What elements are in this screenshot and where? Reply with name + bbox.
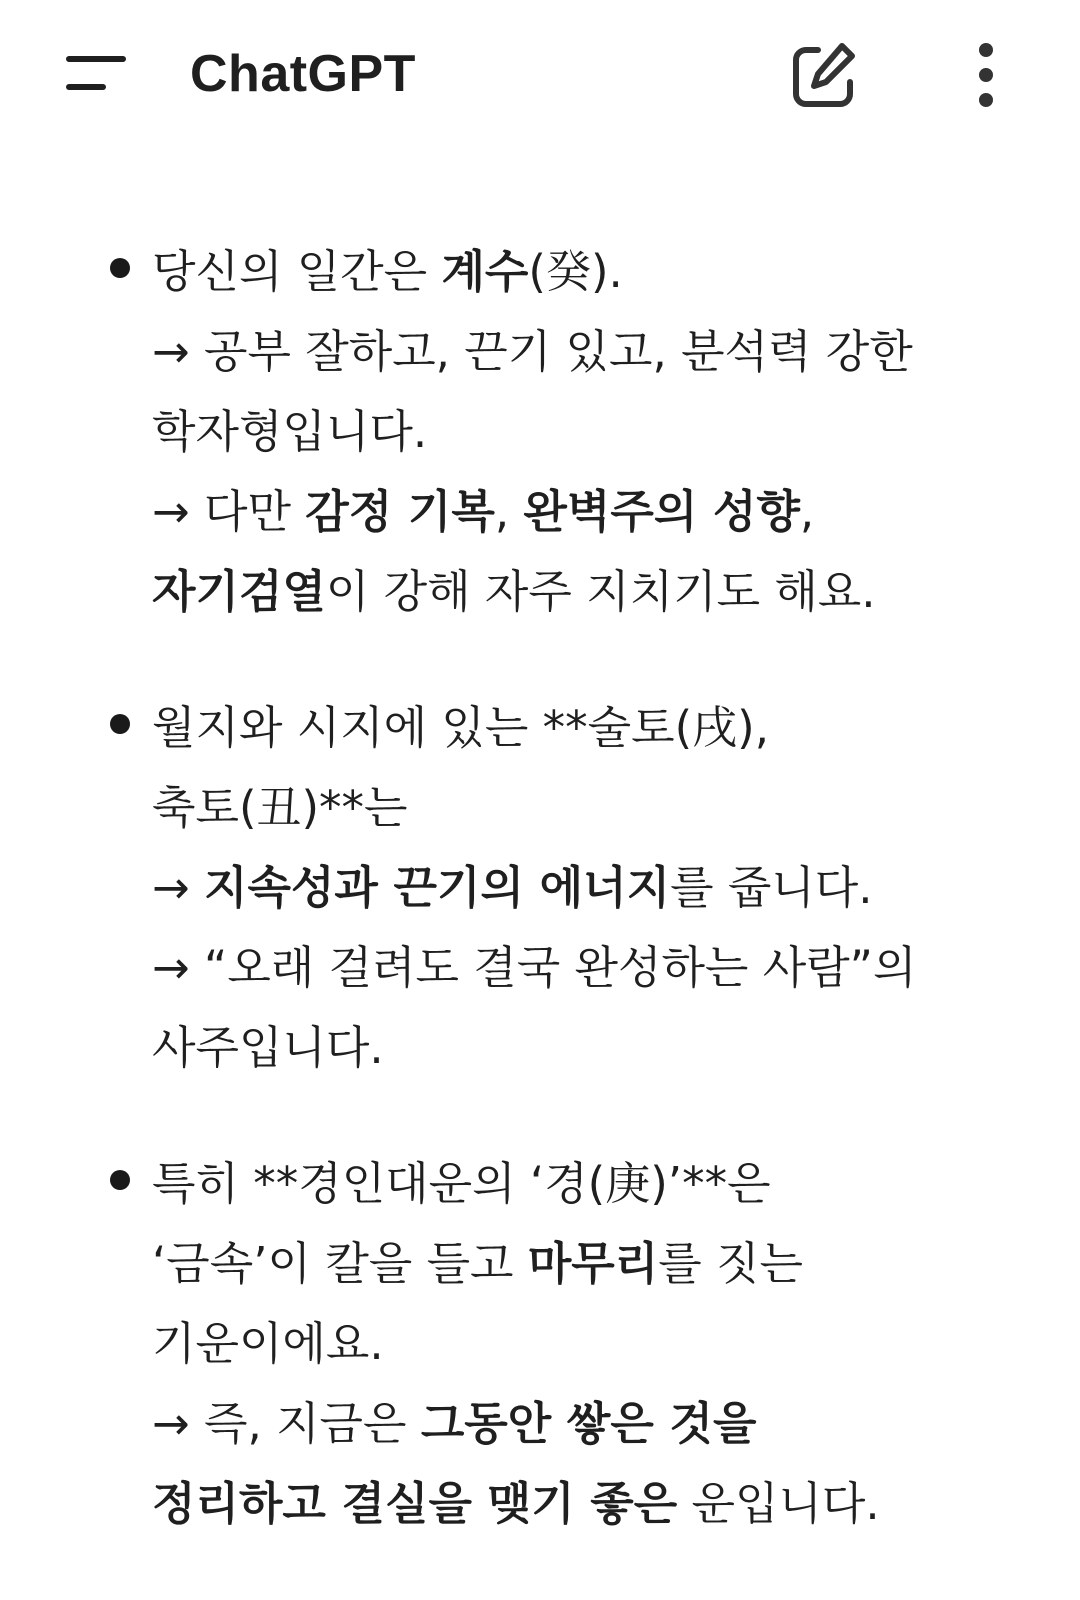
message-line	[152, 472, 1010, 552]
message-line	[152, 1304, 1010, 1384]
bold-text: 정리하고 결실을 맺기 좋은	[152, 1477, 678, 1530]
message-line	[152, 1384, 1010, 1464]
text-segment: ‘금속’이 칼을 들고	[152, 1237, 528, 1290]
text-segment: 축토(丑)**는	[152, 781, 408, 834]
bullet-dot-icon	[110, 1170, 130, 1190]
text-segment: 를 줍니다.	[670, 861, 873, 914]
message-line	[152, 768, 1010, 848]
edit-square-icon	[784, 36, 864, 116]
message-line	[152, 928, 1010, 1008]
bold-text: 마무리	[527, 1237, 659, 1290]
bullet-list	[0, 232, 1080, 1544]
text-segment: 당신의 일간은	[152, 245, 442, 298]
app-title: ChatGPT	[190, 45, 416, 103]
text-segment: → 즉, 지금은	[152, 1397, 421, 1450]
bullet-dot-icon	[110, 258, 130, 278]
text-segment: ,	[799, 485, 815, 538]
text-segment: 운입니다.	[677, 1477, 880, 1530]
bullet-item	[0, 232, 1080, 632]
message-line	[152, 1464, 1010, 1544]
more-vertical-icon	[960, 36, 1012, 116]
text-segment: 특히 **경인대운의 ‘경(庚)’**은	[152, 1157, 771, 1210]
message-line	[152, 392, 1010, 472]
bold-text: 그동안 쌓은 것을	[420, 1397, 757, 1450]
text-segment: → 공부 잘하고, 끈기 있고, 분석력 강한	[152, 325, 913, 378]
message-line	[152, 232, 1010, 312]
message-line	[152, 848, 1010, 928]
bold-text: 지속성과 끈기의 에너지	[204, 861, 671, 914]
more-options-button[interactable]	[960, 36, 1012, 116]
bold-text: 계수	[441, 245, 529, 298]
bold-text: 감정 기복	[305, 485, 495, 538]
bullet-item	[0, 1144, 1080, 1544]
text-segment: → “오래 걸려도 결국 완성하는 사람”의	[152, 941, 917, 994]
text-segment: 기운이에요.	[152, 1317, 384, 1370]
text-segment: → 다만	[152, 485, 306, 538]
message-line	[152, 1008, 1010, 1088]
menu-button[interactable]	[56, 44, 136, 104]
message-line	[152, 552, 1010, 632]
text-segment: 월지와 시지에 있는 **술토(戌),	[152, 701, 770, 754]
new-chat-button[interactable]	[784, 36, 864, 116]
text-segment: ,	[494, 485, 524, 538]
bold-text: 자기검열	[152, 565, 326, 618]
text-segment: 를 짓는	[658, 1237, 803, 1290]
text-segment: 이 강해 자주 지치기도 해요.	[325, 565, 876, 618]
message-line	[152, 688, 1010, 768]
chat-message-content	[0, 232, 1080, 1600]
text-segment: (癸).	[528, 245, 623, 298]
bullet-item	[0, 688, 1080, 1088]
text-segment: 학자형입니다.	[152, 405, 428, 458]
bold-text: 완벽주의 성향	[523, 485, 800, 538]
message-line	[152, 312, 1010, 392]
menu-icon	[56, 44, 136, 104]
message-line	[152, 1144, 1010, 1224]
text-segment: 사주입니다.	[152, 1021, 384, 1074]
top-app-bar	[0, 0, 1080, 150]
message-line	[152, 1224, 1010, 1304]
bullet-dot-icon	[110, 714, 130, 734]
text-segment: →	[152, 861, 205, 914]
